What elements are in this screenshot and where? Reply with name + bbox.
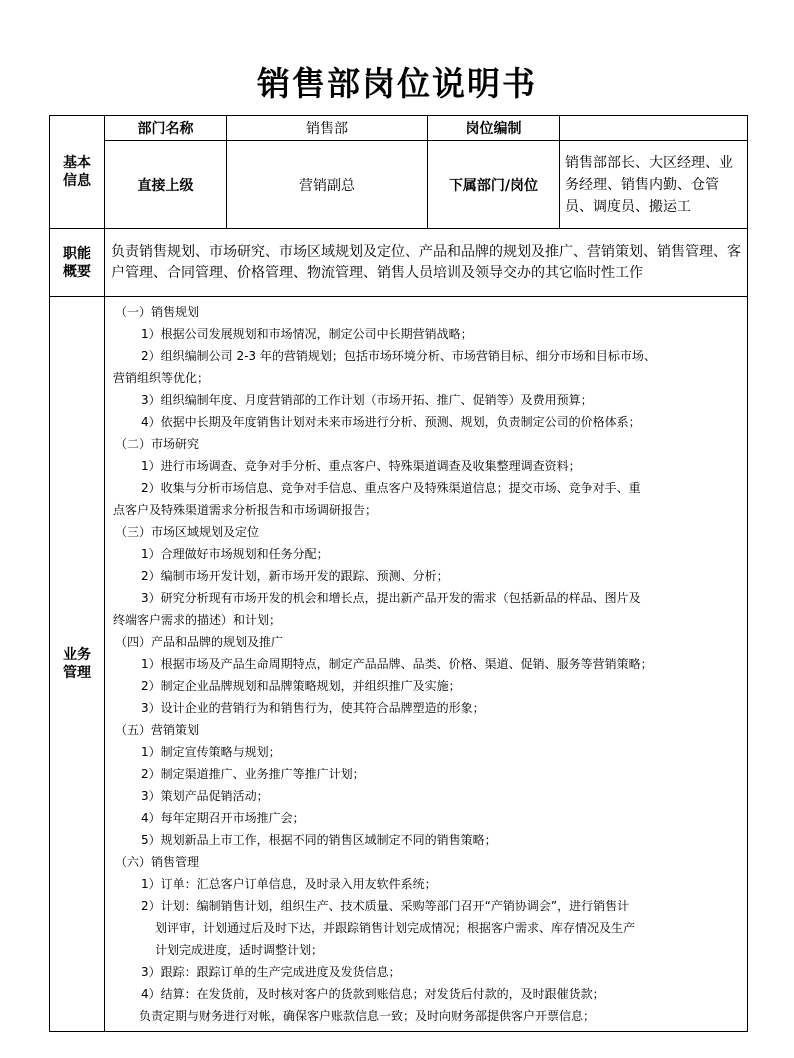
page-title: 销售部岗位说明书 [257,64,537,103]
list-item: 1）制定宣传策略与规划； [141,745,281,759]
list-item-continuation: 营销组织等优化； [113,371,210,385]
list-item: 3）组织编制年度、月度营销部的工作计划（市场开拓、推广、促销等）及费用预算； [141,393,593,407]
list-item: 3）研究分析现有市场开发的机会和增长点，提出新产品开发的需求（包括新品的样品、图片及 [141,591,641,605]
dept-name-value: 销售部 [227,116,428,141]
list-item: 2）收集与分析市场信息、竞争对手信息、重点客户及特殊渠道信息；提交市场、竞争对手、重 [141,481,641,495]
list-item: 1）合理做好市场规划和任务分配； [141,547,329,561]
list-item: 2）计划：编制销售计划，组织生产、技术质量、采购等部门召开“产销协调会”，进行销售计 [141,899,630,913]
dept-name-label: 部门名称 [105,116,227,141]
section-heading: （六）销售管理 [115,855,200,869]
section-heading: （二）市场研究 [115,437,200,451]
section-heading: （一）销售规划 [115,305,200,319]
list-item-continuation: 负责定期与财务进行对帐，确保客户账款信息一致；及时向财务部提供客户开票信息； [139,1009,596,1023]
list-item: 4）依据中长期及年度销售计划对未来市场进行分析、预测、规划，负责制定公司的价格体系； [141,415,641,429]
subordinate-label: 下属部门/岗位 [428,141,560,229]
list-item-continuation: 点客户及特殊渠道需求分析报告和市场调研报告； [113,503,378,517]
list-item: 4）结算：在发货前，及时核对客户的货款到账信息；对发货后付款的，及时跟催货款； [141,987,605,1001]
list-item: 1）进行市场调查、竞争对手分析、重点客户、特殊渠道调查及收集整理调查资料； [141,459,581,473]
list-item: 1）根据公司发展规划和市场情况，制定公司中长期营销战略； [141,327,473,341]
section-heading: （五）营销策划 [115,723,200,737]
list-item: 4）每年定期召开市场推广会； [141,811,305,825]
list-item: 2）组织编制公司 2-3 年的营销规划；包括市场环境分析、市场营销目标、细分市场和目标市场、 [141,349,656,363]
duty-summary-text: 负责销售规划、市场研究、市场区域规划及定位、产品和品牌的规划及推广、营销策划、销售管理、客户管理、合同管理、价格管理、物流管理、销售人员培训及领导交办的其它临时性工作 [105,229,748,297]
superior-value: 营销副总 [227,141,428,229]
list-item: 3）设计企业的营销行为和销售行为，使其符合品牌塑造的形象； [141,701,485,715]
list-item: 2）制定渠道推广、业务推广等推广计划； [141,767,365,781]
list-item-continuation: 计划完成进度，适时调整计划； [155,943,324,957]
post-quota-label: 岗位编制 [428,116,560,141]
list-item: 5）规划新品上市工作，根据不同的销售区域制定不同的销售策略； [141,833,497,847]
list-item: 3）策划产品促销活动； [141,789,269,803]
list-item: 1）订单：汇总客户订单信息，及时录入用友软件系统； [141,877,437,891]
list-item: 2）制定企业品牌规划和品牌策略规划，并组织推广及实施； [141,679,461,693]
section-heading: （三）市场区域规划及定位 [115,525,260,539]
list-item-continuation: 终端客户需求的描述）和计划； [113,613,282,627]
business-management-content [105,297,748,1032]
business-management-label: 业务管理 [50,297,105,1032]
list-item: 3）跟踪：跟踪订单的生产完成进度及发货信息； [141,965,401,979]
list-item-continuation: 划评审，计划通过后及时下达，并跟踪销售计划完成情况；根据客户需求、库存情况及生产 [155,921,636,935]
duty-summary-label: 职能概要 [50,229,105,297]
basic-info-label: 基本信息 [50,116,105,229]
section-heading: （四）产品和品牌的规划及推广 [115,635,284,649]
post-quota-value [560,116,748,141]
list-item: 2）编制市场开发计划，新市场开发的跟踪、预测、分析； [141,569,449,583]
subordinate-value: 销售部部长、大区经理、业务经理、销售内勤、仓管员、调度员、搬运工 [560,141,748,229]
superior-label: 直接上级 [105,141,227,229]
list-item: 1）根据市场及产品生命周期特点，制定产品品牌、品类、价格、渠道、促销、服务等营销策略； [141,657,653,671]
job-description-table [49,115,748,1032]
